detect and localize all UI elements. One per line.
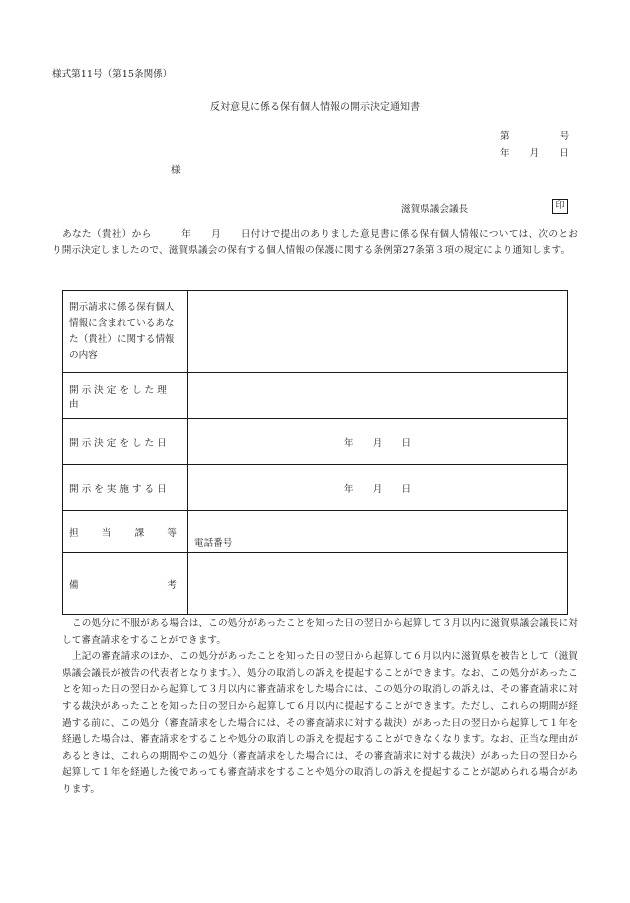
row-label-remarks — [63, 553, 188, 615]
row-label-department — [63, 511, 188, 553]
row-label-decision-reason: 開示決定をした理由 — [63, 373, 188, 419]
department-label-letters — [69, 525, 181, 539]
number-suffix: 号 — [559, 131, 570, 142]
addressee: 様 — [171, 165, 181, 176]
date-month: 月 — [529, 148, 540, 159]
label-character: 等 — [167, 527, 177, 539]
date-day: 日 — [559, 148, 569, 159]
label-character: 担 — [69, 527, 79, 539]
label-character: 備 — [69, 579, 79, 591]
remarks-label-letters — [69, 577, 181, 591]
table-row — [63, 373, 568, 419]
row-label-info-content: 開示請求に係る保有個人情報に含まれているあなた（貴社）に関する情報の内容 — [63, 291, 188, 373]
label-character: 当 — [101, 527, 112, 539]
appeal-notice — [62, 616, 578, 799]
row-value-info-content — [188, 291, 568, 373]
row-value-decision-reason — [188, 373, 568, 419]
document-title: 反対意見に係る保有個人情報の開示決定通知書 — [210, 102, 420, 113]
notice-paragraph-2: 上記の審査請求のほか、この処分があったことを知った日の翌日から起算して６月以内に滋賀県を被告として（滋賀県議会議長が被告の代表者となります。）、処分の取消しの訴えを提起することができます。なお、この処分があったことを知った日の翌日から起算して３月以内に審査請求をした場合には、この処分の取消しの訴えは、その審査請求に対する裁決があったことを知った日の翌日から起算して６月以内に提起することができます。ただし、これらの期間が経過する前に、この処分（審査請求をした場合には、その審査請求に対する裁決）があった日の翌日から起算して１年を経過した場合は、審査請求をすることや処分の取消しの訴えを提起することができなくなります。なお、正当な理由があるときは、これらの期間やこの処分（審査請求をした場合には、その審査請求に対する裁決）があった日の翌日から起算して１年を経過した後であっても審査請求をすることや処分の取消しの訴えを提起することが認められる場合があります。 — [62, 651, 578, 795]
document-number-line — [500, 128, 569, 142]
seal-mark: 印 — [552, 199, 568, 214]
label-character: 考 — [167, 579, 177, 591]
table-row — [63, 291, 568, 373]
sender-title: 滋賀県議会議長 — [401, 204, 469, 215]
form-number: 様式第11号（第15条関係） — [52, 69, 173, 80]
notice-paragraph-1: この処分に不服がある場合は、この処分があったことを知った日の翌日から起算して３月以内に滋賀県議会議長に対して審査請求をすることができます。 — [62, 618, 578, 646]
issue-date-line — [500, 145, 569, 159]
intro-text: あなた（貴社）から 年 月 日付けで提出のありました意見書に係る保有個人情報については、次のとおり開示決定しましたので、滋賀県議会の保有する個人情報の保護に関する条例第27条第３項の規定により通知します。 — [52, 229, 578, 256]
row-label-implementation-date: 開示を実施する日 — [63, 465, 188, 511]
date-year: 年 — [500, 148, 510, 159]
table-row — [63, 419, 568, 465]
row-value-phone-number: 電話番号 — [188, 511, 568, 553]
table-row — [63, 553, 568, 615]
row-value-implementation-date: 年 月 日 — [188, 465, 568, 511]
row-label-decision-date: 開示決定をした日 — [63, 419, 188, 465]
intro-paragraph — [52, 227, 578, 259]
label-character: 課 — [134, 527, 145, 539]
number-prefix: 第 — [500, 131, 510, 142]
table-row — [63, 465, 568, 511]
row-value-remarks — [188, 553, 568, 615]
row-value-decision-date: 年 月 日 — [188, 419, 568, 465]
disclosure-info-table — [62, 290, 568, 615]
table-row — [63, 511, 568, 553]
